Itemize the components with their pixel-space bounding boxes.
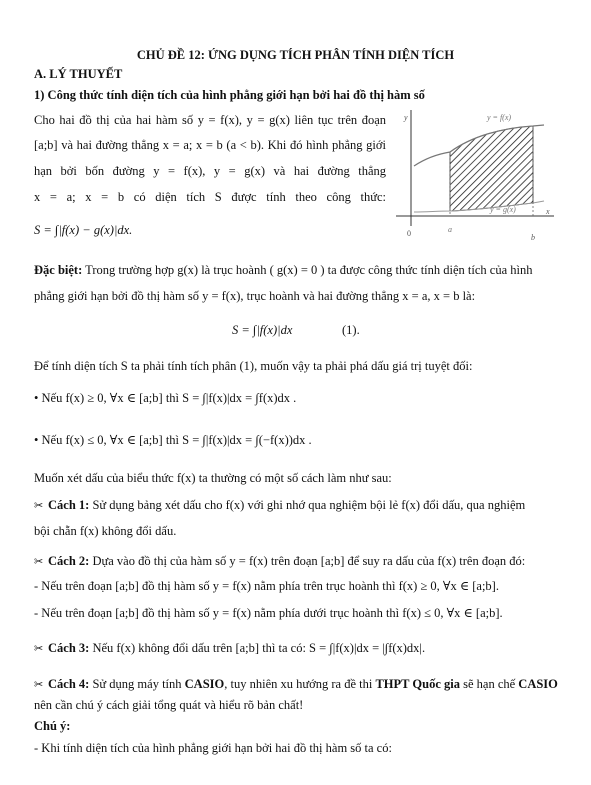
method-3-label: Cách 3: <box>48 641 90 655</box>
note-label: Chú ý: <box>34 719 71 733</box>
method-4 <box>34 676 558 693</box>
graph-g-label: y = g(x) <box>490 205 516 214</box>
casio-text: CASIO <box>184 677 225 691</box>
formula-tag: (1). <box>342 323 360 337</box>
note-text: - Khi tính diện tích của hình phẳng giới hạn bởi hai đồ thị hàm số ta có: <box>34 741 392 755</box>
subsection-heading: 1) Công thức tính diện tích của hình phẳng giới hạn bởi hai đồ thị hàm số <box>34 88 425 102</box>
method-4-label: Cách 4: <box>48 677 90 691</box>
method-1-text: Sử dụng bảng xét dấu cho f(x) với ghi nhớ qua nghiệm bội lẻ f(x) đổi dấu, qua nghiệm <box>89 498 526 512</box>
method-4-cont: nên cần chú ý cách giải tổng quát và hiểu rõ bản chất! <box>34 698 304 712</box>
bullet-negative: • Nếu f(x) ≤ 0, ∀x ∈ [a;b] thì S = ∫|f(x)|dx = ∫(−f(x))dx . <box>34 433 312 447</box>
thpt-text: THPT Quốc gia <box>375 677 460 691</box>
casio-text: CASIO <box>518 677 558 691</box>
method-1-cont: bội chẵn f(x) không đổi dấu. <box>34 524 177 538</box>
area-graph-figure <box>392 108 562 246</box>
graph-b-label: b <box>531 233 535 242</box>
paragraph-abs-value: Để tính diện tích S ta phải tính tích phân (1), muốn vậy ta phải phá dấu giá trị tuyệt đối: <box>34 359 473 373</box>
graph-origin-label: 0 <box>407 229 411 238</box>
special-line-1 <box>34 262 533 278</box>
scissors-icon: ✂ <box>34 679 44 691</box>
method-3-text: Nếu f(x) không đổi dấu trên [a;b] thì ta có: S = ∫|f(x)|dx = |∫f(x)dx|. <box>89 641 426 655</box>
method-4-text: , tuy nhiên xu hướng ra đề thi <box>224 677 376 691</box>
paragraph-sign-methods: Muốn xét dấu của biểu thức f(x) ta thường có một số cách làm như sau: <box>34 471 392 485</box>
special-text: Trong trường hợp g(x) là trục hoành ( g(x) = 0 ) ta được công thức tính diện tích của hình <box>82 263 533 277</box>
method-2-label: Cách 2: <box>48 554 90 568</box>
formula-area-axis: S = ∫|f(x)|dx <box>232 323 293 337</box>
method-4-text: sẽ hạn chế <box>459 677 519 691</box>
method-2-below: - Nếu trên đoạn [a;b] đồ thị hàm số y = f(x) nằm phía dưới trục hoành thì f(x) ≤ 0, ∀x ∈ [a;b]. <box>34 606 503 620</box>
scissors-icon: ✂ <box>34 643 44 655</box>
method-2-above: - Nếu trên đoạn [a;b] đồ thị hàm số y = f(x) nằm phía trên trục hoành thì f(x) ≥ 0, ∀x ∈ [a;b]. <box>34 579 499 593</box>
method-4-text: Sử dụng máy tính <box>89 677 185 691</box>
graph-y-label: y <box>404 113 408 122</box>
paragraph-line: Cho hai đồ thị của hai hàm số y = f(x), y = g(x) liên tục trên đoạn <box>34 113 386 127</box>
formula-area-between: S = ∫|f(x) − g(x)|dx. <box>34 223 133 237</box>
method-2-text: Dựa vào đồ thị của hàm số y = f(x) trên đoạn [a;b] để suy ra dấu của f(x) trên đoạn đó: <box>89 554 526 568</box>
method-1-label: Cách 1: <box>48 498 90 512</box>
paragraph-line: [a;b] và hai đường thẳng x = a; x = b (a < b). Khi đó hình phẳng giới <box>34 138 386 152</box>
special-label: Đặc biệt: <box>34 263 83 277</box>
bullet-positive: • Nếu f(x) ≥ 0, ∀x ∈ [a;b] thì S = ∫|f(x)|dx = ∫f(x)dx . <box>34 391 297 405</box>
page-title: CHỦ ĐỀ 12: ỨNG DỤNG TÍCH PHÂN TÍNH DIỆN TÍCH <box>136 48 455 62</box>
paragraph-line: x = a; x = b có diện tích S được tính theo công thức: <box>34 190 386 204</box>
section-heading: A. LÝ THUYẾT <box>34 67 123 81</box>
graph-a-label: a <box>448 225 452 234</box>
paragraph-line: hạn bởi bốn đường y = f(x), y = g(x) và hai đường thẳng <box>34 164 386 178</box>
method-1 <box>34 497 525 514</box>
method-3 <box>34 640 425 657</box>
graph-x-label: x <box>546 207 550 216</box>
special-line-2: phẳng giới hạn bởi đồ thị hàm số y = f(x), trục hoành và hai đường thẳng x = a, x = b là: <box>34 289 476 303</box>
method-2 <box>34 553 525 570</box>
scissors-icon: ✂ <box>34 500 44 512</box>
scissors-icon: ✂ <box>34 556 44 568</box>
graph-f-label: y = f(x) <box>487 113 512 122</box>
